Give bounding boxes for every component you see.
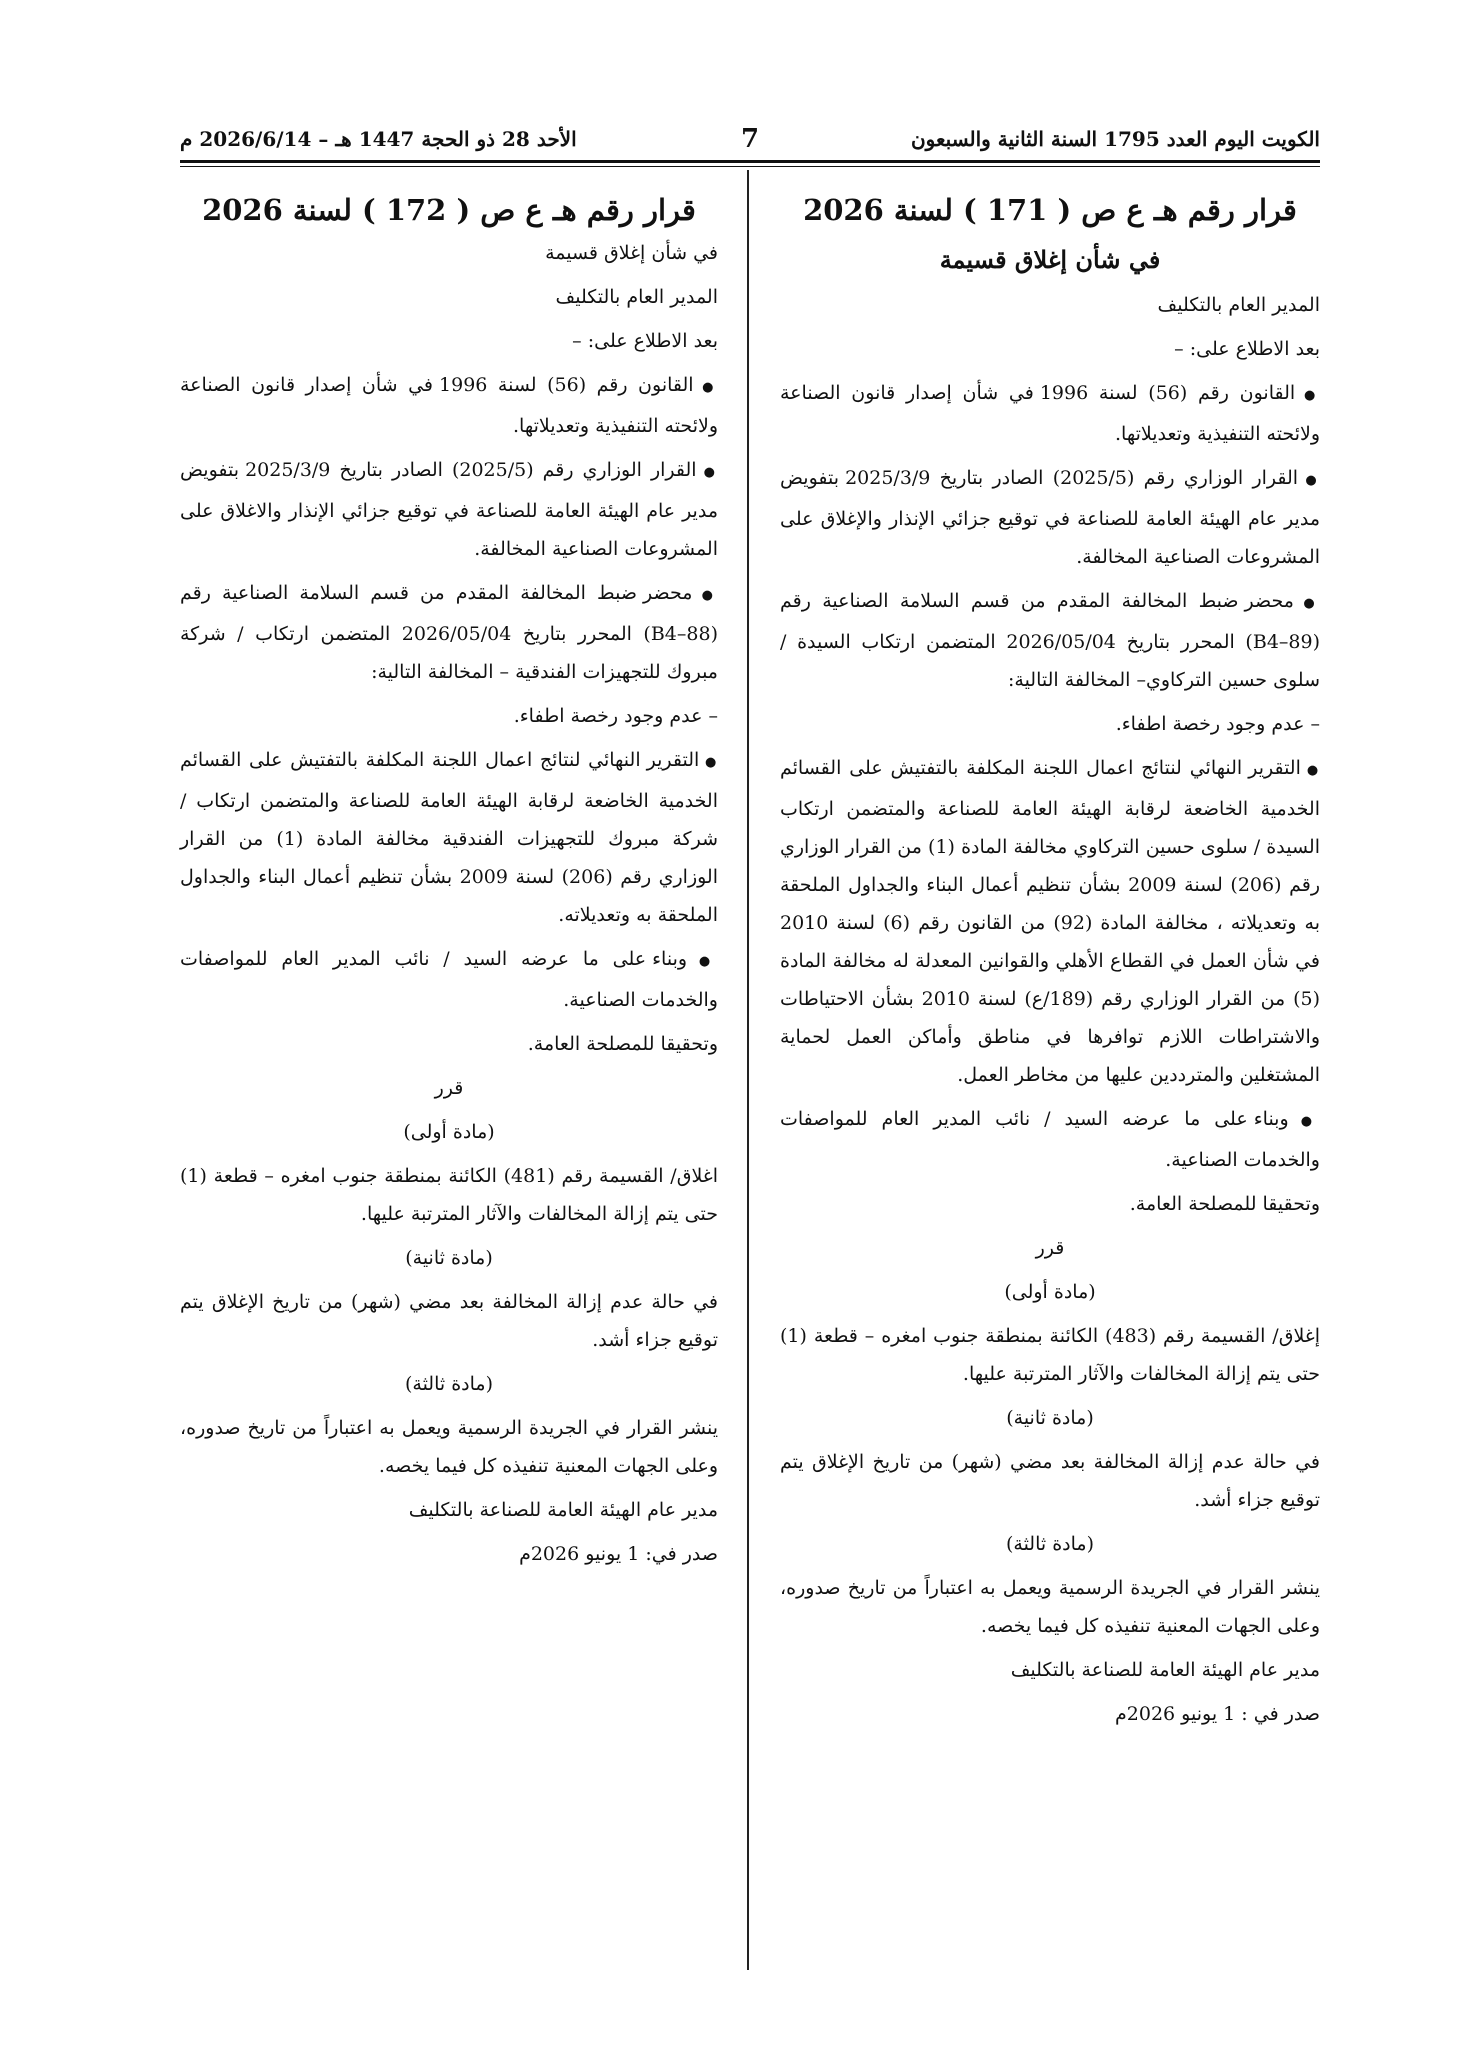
public-interest-line: وتحقيقا للمصلحة العامة.: [527, 1033, 718, 1055]
issuer-line: المدير العام بالتكليف: [1157, 294, 1320, 316]
article-1-heading: (مادة أولى): [1004, 1281, 1096, 1303]
recital-final-report: ● التقرير النهائي لنتائج اعمال اللجنة المكلفة بالتفتيش على القسائم الخدمية الخاضعة لرقابة الهيئة العامة للصناعة والمتضمن ارتكاب / شركة مبروك للتجهيزات الفندقية مخالفة المادة (1) من القرار الوزاري رقم (206) لسنة 2009 بشأن تنظيم أعمال البناء والجداول الملحقة به وتعديلاته.: [180, 741, 718, 934]
signature-line: مدير عام الهيئة العامة للصناعة بالتكليف: [1010, 1659, 1320, 1681]
issuer-line: المدير العام بالتكليف: [555, 286, 718, 308]
recital-law: ● القانون رقم (56) لسنة 1996 في شأن إصدار قانون الصناعة ولائحته التنفيذية وتعديلاتها.: [180, 366, 718, 445]
issue-date: صدر في : 1 يونيو 2026م: [1115, 1703, 1320, 1725]
decided-heading: قرر: [434, 1077, 464, 1099]
article-3-text: ينشر القرار في الجريدة الرسمية ويعمل به اعتباراً من تاريخ صدوره، وعلى الجهات المعنية تنفيذه كل فيما يخصه.: [780, 1577, 1320, 1637]
article-1-heading: (مادة أولى): [403, 1121, 495, 1143]
signature-line: مدير عام الهيئة العامة للصناعة بالتكليف: [408, 1499, 718, 1521]
header-rule-thick: [180, 160, 1320, 163]
recital-proposal: ● وبناء على ما عرضه السيد / نائب المدير العام للمواصفات والخدمات الصناعية.: [180, 940, 718, 1019]
recital-law: ● القانون رقم (56) لسنة 1996 في شأن إصدار قانون الصناعة ولائحته التنفيذية وتعديلاتها.: [780, 374, 1320, 453]
decision-172-column: [180, 180, 718, 1579]
page-number: 7: [740, 124, 760, 154]
column-divider: [747, 170, 749, 1970]
violation-item: – عدم وجود رخصة اطفاء.: [513, 705, 718, 727]
article-1-text: إغلاق/ القسيمة رقم (483) الكائنة بمنطقة جنوب امغره – قطعة (1) حتى يتم إزالة المخالفات والآثار المترتبة عليها.: [780, 1325, 1321, 1385]
article-2-heading: (مادة ثانية): [405, 1247, 493, 1269]
violation-item: – عدم وجود رخصة اطفاء.: [1115, 713, 1320, 735]
preamble-intro: بعد الاطلاع على: –: [572, 330, 718, 352]
public-interest-line: وتحقيقا للمصلحة العامة.: [1129, 1193, 1320, 1215]
article-3-heading: (مادة ثالثة): [1005, 1533, 1095, 1555]
recital-violation-report: ● محضر ضبط المخالفة المقدم من قسم السلامة الصناعية رقم (B4–88) المحرر بتاريخ 2026/05/04 المتضمن ارتكاب / شركة مبروك للتجهيزات الفندقية – المخالفة التالية:: [180, 574, 718, 691]
issue-date: صدر في: 1 يونيو 2026م: [519, 1543, 718, 1565]
article-2-text: في حالة عدم إزالة المخالفة بعد مضي (شهر) من تاريخ الإغلاق يتم توقيع جزاء أشد.: [780, 1451, 1320, 1511]
header-issue-info: الكويت اليوم العدد 1795 السنة الثانية والسبعون: [910, 127, 1320, 151]
article-3-text: ينشر القرار في الجريدة الرسمية ويعمل به اعتباراً من تاريخ صدوره، وعلى الجهات المعنية تنفيذه كل فيما يخصه.: [180, 1417, 718, 1477]
recital-final-report: ● التقرير النهائي لنتائج اعمال اللجنة المكلفة بالتفتيش على القسائم الخدمية الخاضعة لرقابة الهيئة العامة للصناعة والمتضمن ارتكاب السيدة / سلوى حسين التركاوي مخالفة المادة (1) من القرار الوزاري رقم (206) لسنة 2009 بشأن تنظيم أعمال البناء والجداول الملحقة به وتعديلاته ، مخالفة المادة (92) من القانون رقم (6) لسنة 2010 في شأن العمل في القطاع الأهلي والقوانين المعدلة له مخالفة المادة (5) من القرار الوزاري رقم (189/ع) لسنة 2010 بشأن الاحتياطات والاشتراطات اللازم توافرها في مناطق وأماكن العمل لحماية المشتغلين والمترددين عليها من مخاطر العمل.: [780, 749, 1320, 1094]
article-1-text: اغلاق/ القسيمة رقم (481) الكائنة بمنطقة جنوب امغره – قطعة (1) حتى يتم إزالة المخالفات والآثار المترتبة عليها.: [180, 1165, 718, 1225]
preamble-intro: بعد الاطلاع على: –: [1174, 338, 1320, 360]
decision-subject: في شأن إغلاق قسيمة: [545, 242, 718, 264]
header-rule-thin: [180, 166, 1320, 167]
article-2-heading: (مادة ثانية): [1006, 1407, 1094, 1429]
recital-proposal: ● وبناء على ما عرضه السيد / نائب المدير العام للمواصفات والخدمات الصناعية.: [780, 1100, 1320, 1179]
decision-title: قرار رقم هـ ع ص ( 172 ) لسنة 2026: [202, 193, 696, 227]
decision-171-column: [780, 180, 1320, 1739]
recital-violation-report: ● محضر ضبط المخالفة المقدم من قسم السلامة الصناعية رقم (B4–89) المحرر بتاريخ 2026/05/04 المتضمن ارتكاب السيدة / سلوى حسين التركاوي– المخالفة التالية:: [780, 582, 1320, 699]
decided-heading: قرر: [1035, 1237, 1065, 1259]
decision-subject: في شأن إغلاق قسيمة: [939, 245, 1161, 274]
article-2-text: في حالة عدم إزالة المخالفة بعد مضي (شهر) من تاريخ الإغلاق يتم توقيع جزاء أشد.: [180, 1291, 718, 1351]
article-3-heading: (مادة ثالثة): [404, 1373, 494, 1395]
header-date: الأحد 28 ذو الحجة 1447 هـ – 2026/6/14 م: [180, 127, 577, 151]
recital-ministerial-decision: ● القرار الوزاري رقم (2025/5) الصادر بتاريخ 2025/3/9 بتفويض مدير عام الهيئة العامة للصناعة في توقيع جزائي الإنذار والاغلاق على المشروعات الصناعية المخالفة.: [180, 451, 718, 568]
recital-ministerial-decision: ● القرار الوزاري رقم (2025/5) الصادر بتاريخ 2025/3/9 بتفويض مدير عام الهيئة العامة للصناعة في توقيع جزائي الإنذار والإغلاق على المشروعات الصناعية المخالفة.: [780, 459, 1320, 576]
decision-title: قرار رقم هـ ع ص ( 171 ) لسنة 2026: [803, 193, 1297, 227]
page-header: [180, 122, 1320, 156]
